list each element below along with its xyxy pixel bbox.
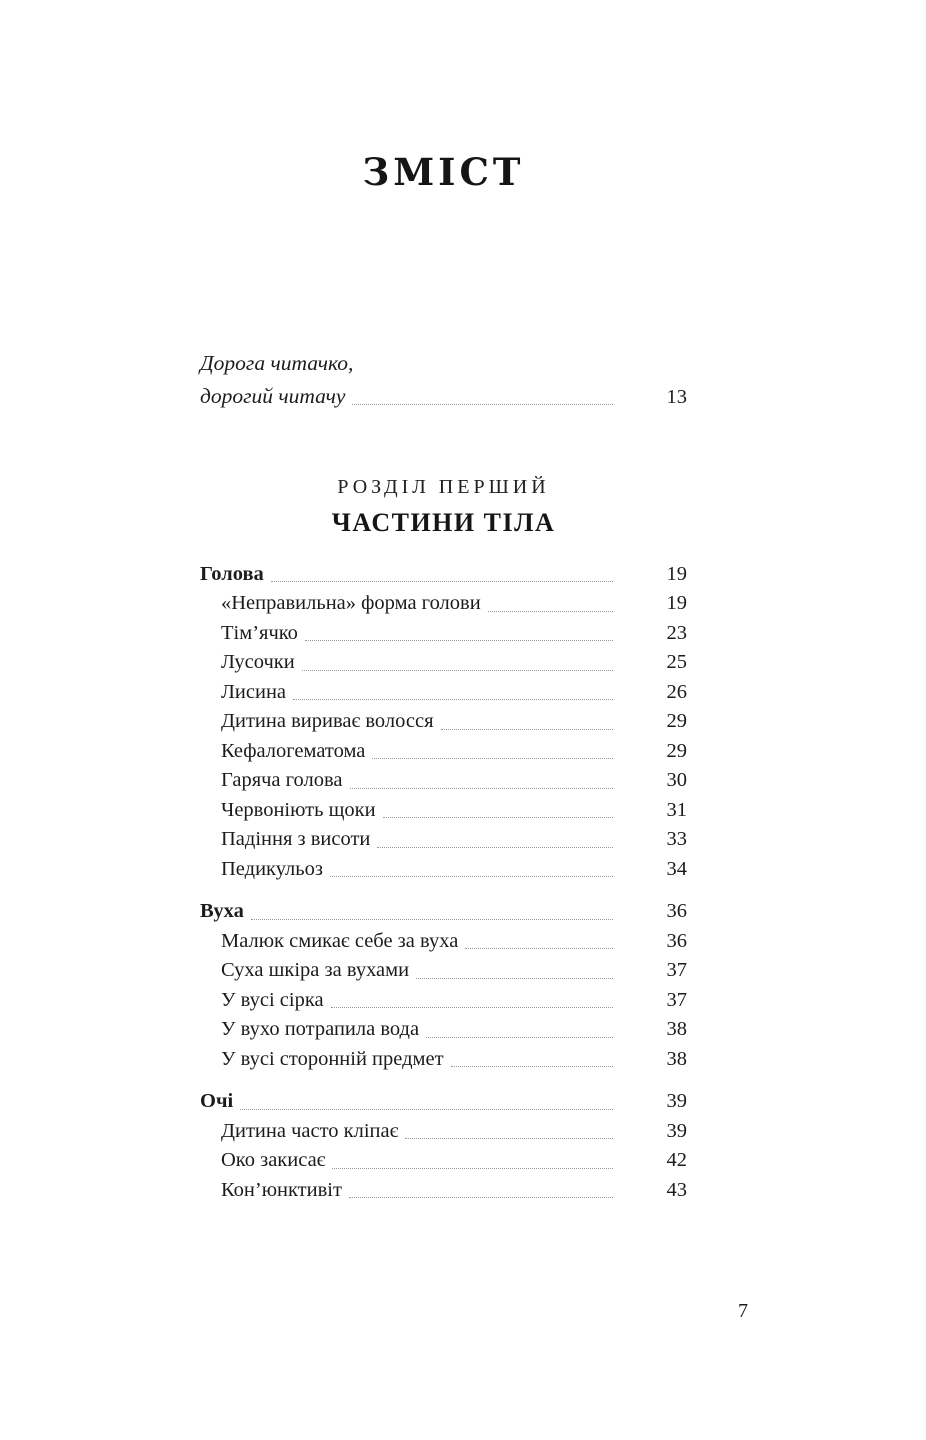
toc-entry-label: Педикульоз — [221, 857, 323, 880]
toc-group-page-number: 19 — [666, 562, 687, 585]
section-kicker: РОЗДІЛ ПЕРШИЙ — [337, 475, 550, 498]
toc-entry — [200, 796, 687, 826]
toc-group-title: Голова — [200, 562, 264, 585]
preface-entry — [200, 344, 687, 412]
toc-group-title-row — [200, 897, 687, 927]
dot-leader — [352, 404, 613, 405]
folio-page-number: 7 — [738, 1300, 748, 1322]
toc-entry-label: Гаряча голова — [221, 769, 343, 791]
dot-leader — [305, 640, 613, 641]
preface-line-2-row — [200, 382, 687, 412]
toc-entry-page-number: 33 — [666, 828, 687, 850]
toc-entry-label: Малюк смикає себе за вуха — [221, 929, 459, 952]
toc-entry — [200, 956, 687, 986]
dot-leader — [350, 788, 613, 789]
dot-leader — [331, 1007, 613, 1008]
toc-entry-label: Суха шкіра за вухами — [221, 959, 410, 981]
toc-group-items — [200, 589, 687, 884]
toc-entry-page-number: 29 — [666, 710, 687, 732]
toc-entry — [200, 589, 687, 619]
section-title: ЧАСТИНИ ТІЛА — [331, 507, 556, 537]
toc-entry — [200, 678, 687, 708]
toc-group-items — [200, 1117, 687, 1206]
toc-group — [200, 897, 687, 1074]
toc-entry-label: Тім’ячко — [221, 621, 298, 644]
toc-entry-label: У вусі сірка — [221, 988, 324, 1011]
toc-entry-page-number: 31 — [666, 798, 687, 821]
toc-group-items — [200, 927, 687, 1075]
dot-leader — [372, 758, 613, 759]
page-title: ЗМІСТ — [362, 150, 525, 194]
toc-entry-page-number: 38 — [666, 1018, 687, 1040]
toc-group-page-number: 39 — [666, 1090, 687, 1112]
dot-leader — [405, 1138, 613, 1139]
toc-entry-label: У вухо потрапила вода — [221, 1018, 420, 1040]
dot-leader — [332, 1168, 613, 1169]
dot-leader — [271, 581, 613, 582]
toc-entry-page-number: 26 — [666, 680, 687, 703]
dot-leader — [251, 919, 613, 920]
toc-entry-label: Кон’юнктивіт — [221, 1178, 342, 1201]
section-heading — [200, 476, 687, 538]
toc-entry — [200, 855, 687, 885]
content-column — [200, 0, 687, 1205]
toc-entry — [200, 1176, 687, 1206]
toc-group-title-row — [200, 560, 687, 590]
toc-entry-label: Дитина часто кліпає — [221, 1119, 399, 1142]
toc-entry-label: Червоніють щоки — [221, 798, 376, 821]
dot-leader — [383, 817, 613, 818]
toc-entry-page-number: 23 — [666, 621, 687, 644]
toc-entry — [200, 707, 687, 737]
dot-leader — [349, 1197, 613, 1198]
toc-entry-page-number: 39 — [666, 1119, 687, 1142]
toc-group-title-row — [200, 1087, 687, 1117]
dot-leader — [240, 1109, 613, 1110]
toc-entry-page-number: 37 — [666, 988, 687, 1011]
toc-entry-page-number: 38 — [666, 1047, 687, 1070]
dot-leader — [441, 729, 613, 730]
toc-entry — [200, 986, 687, 1016]
dot-leader — [377, 847, 613, 848]
toc-entry-page-number: 29 — [666, 739, 687, 762]
toc-entry — [200, 1117, 687, 1147]
dot-leader — [465, 948, 613, 949]
toc-entry — [200, 1146, 687, 1176]
toc-entry-page-number: 43 — [666, 1178, 687, 1201]
toc-group-title: Очі — [200, 1090, 234, 1112]
toc-entry-label: Око закисає — [221, 1149, 326, 1171]
toc-entry-page-number: 36 — [666, 929, 687, 952]
toc-entry-label: Лисина — [221, 680, 287, 703]
toc-entry-page-number: 30 — [666, 769, 687, 791]
dot-leader — [488, 611, 613, 612]
toc-entry-page-number: 34 — [666, 857, 687, 880]
toc-entry-page-number: 37 — [666, 959, 687, 981]
toc-entry-label: Падіння з висоти — [221, 828, 371, 850]
toc-group — [200, 560, 687, 885]
toc-entry — [200, 1045, 687, 1075]
preface-page-number: 13 — [666, 386, 687, 408]
dot-leader — [426, 1037, 613, 1038]
toc-entry — [200, 648, 687, 678]
preface-line-2: дорогий читачу — [200, 384, 346, 408]
dot-leader — [293, 699, 613, 700]
toc-entry — [200, 619, 687, 649]
toc-group-page-number: 36 — [666, 900, 687, 922]
toc-group-title: Вуха — [200, 900, 244, 922]
toc-group — [200, 1087, 687, 1205]
preface-line-1: Дорога читачко, — [200, 351, 354, 375]
toc-entry-label: У вусі сторонній предмет — [221, 1047, 444, 1070]
toc-entry-label: Лусочки — [221, 651, 295, 673]
toc-entry-label: Дитина вириває волосся — [221, 710, 434, 732]
toc-entry-page-number: 25 — [666, 651, 687, 673]
dot-leader — [330, 876, 613, 877]
toc-list — [200, 560, 687, 1206]
toc-entry — [200, 825, 687, 855]
dot-leader — [416, 978, 613, 979]
toc-entry-label: Кефалогематома — [221, 739, 366, 762]
toc-entry — [200, 927, 687, 957]
toc-entry-page-number: 19 — [666, 592, 687, 614]
toc-entry — [200, 737, 687, 767]
toc-entry — [200, 766, 687, 796]
toc-entry-label: «Неправильна» форма голови — [221, 592, 481, 614]
dot-leader — [302, 670, 613, 671]
toc-entry — [200, 1015, 687, 1045]
dot-leader — [451, 1066, 613, 1067]
toc-entry-page-number: 42 — [666, 1149, 687, 1171]
